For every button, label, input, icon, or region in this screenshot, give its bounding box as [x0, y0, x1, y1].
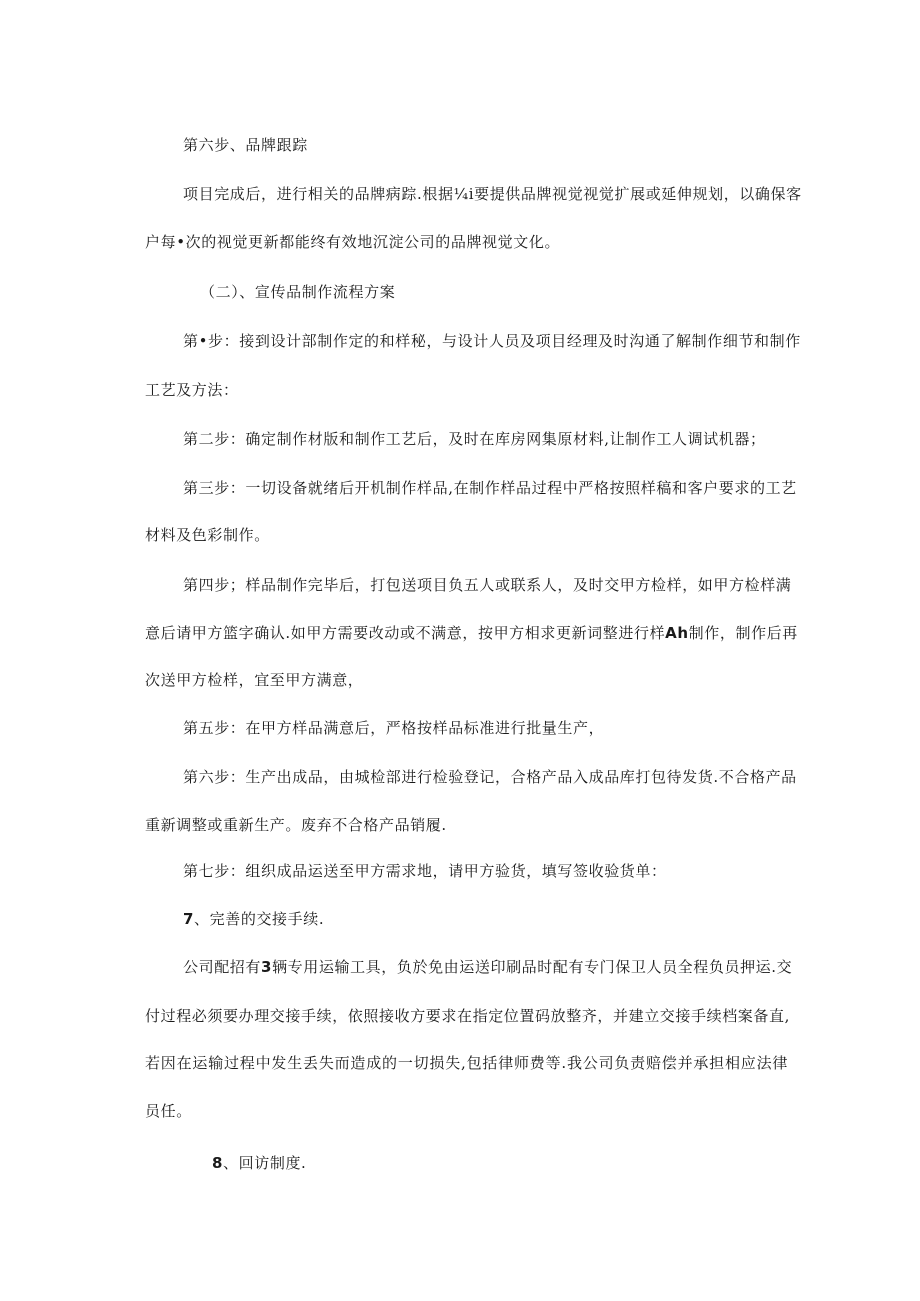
step3-line2: 材料及色彩制作。 [145, 526, 270, 544]
item7-body-line1 [183, 957, 793, 977]
step6-line2: 重新调整或重新生产。废弃不合格产品销履. [145, 816, 447, 834]
step6-line1: 第六步：生产出成品，由城检部进行检验登记，合格产品入成品库打包待发货.不合格产品 [183, 768, 797, 786]
item7-body-line1-part1: 公司配招有 [183, 958, 262, 976]
section2-heading: （二）、宣传品制作流程方案 [200, 283, 396, 301]
step5-line: 第五步：在甲方样品满意后，严格按样品标准进行批量生产， [183, 719, 605, 737]
step4-line1: 第四步；样品制作完毕后，打包送项目负五人或联系人，及时交甲方检样，如甲方检样满 [183, 576, 792, 594]
step7-line: 第七步：组织成品运送至甲方需求地，请甲方验货，填写签收验货单： [183, 862, 667, 880]
brand-tracking-line2: 户每•次的视觉更新都能终有效地沉淀公司的品牌视觉文化。 [145, 233, 561, 251]
step6-heading: 第六步、品牌跟踪 [183, 136, 308, 154]
step1-line2: 工艺及方法： [145, 381, 239, 399]
item7-body-line4: 员任。 [145, 1102, 192, 1120]
item7-text: 、完善的交接手续. [194, 910, 325, 928]
step4-line2 [145, 623, 798, 643]
item8-number: 8 [212, 1154, 224, 1172]
brand-tracking-line1: 项目完成后，进行相关的品牌病踪.根据¼i要提供品牌视觉视觉扩展或延伸规划，以确保客 [183, 185, 802, 203]
step4-line2-part2: 制作，制作后再 [688, 624, 798, 642]
step4-line2-bold: Ah [665, 624, 689, 642]
item7-body-line1-bold: 3 [261, 958, 273, 976]
item7-number: 7 [183, 910, 195, 928]
item8-heading [212, 1153, 306, 1173]
step1-line1: 第•步：接到设计部制作定的和样秘，与设计人员及项目经理及时沟通了解制作细节和制作 [183, 332, 801, 350]
item7-body-line2: 付过程必须要办理交接手续，依照接收方要求在指定位置码放整齐，并建立交接手续档案备直, [145, 1007, 790, 1025]
item8-text: 、回访制度. [223, 1154, 307, 1172]
step3-line1: 第三步：一切设备就绪后开机制作样品,在制作样品过程中严格按照样稿和客户要求的工艺 [183, 479, 797, 497]
step4-line3: 次送甲方检样，宜至甲方满意， [145, 671, 364, 689]
item7-body-line1-part2: 辆专用运输工具，负於免由运送印刷品时配有专门保卫人员全程负员押运.交 [272, 958, 793, 976]
step4-line2-part1: 意后请甲方篮字确认.如甲方需要改动或不满意，按甲方相求更新词整进行样 [145, 624, 666, 642]
item7-heading [183, 909, 324, 929]
step2-line: 第二步：确定制作材版和制作工艺后，及时在库房网集原材料,让制作工人调试机器； [183, 430, 766, 448]
item7-body-line3: 若因在运输过程中发生丢失而造成的一切损失,包括律师费等.我公司负责赔偿并承担相应法律 [145, 1054, 788, 1072]
